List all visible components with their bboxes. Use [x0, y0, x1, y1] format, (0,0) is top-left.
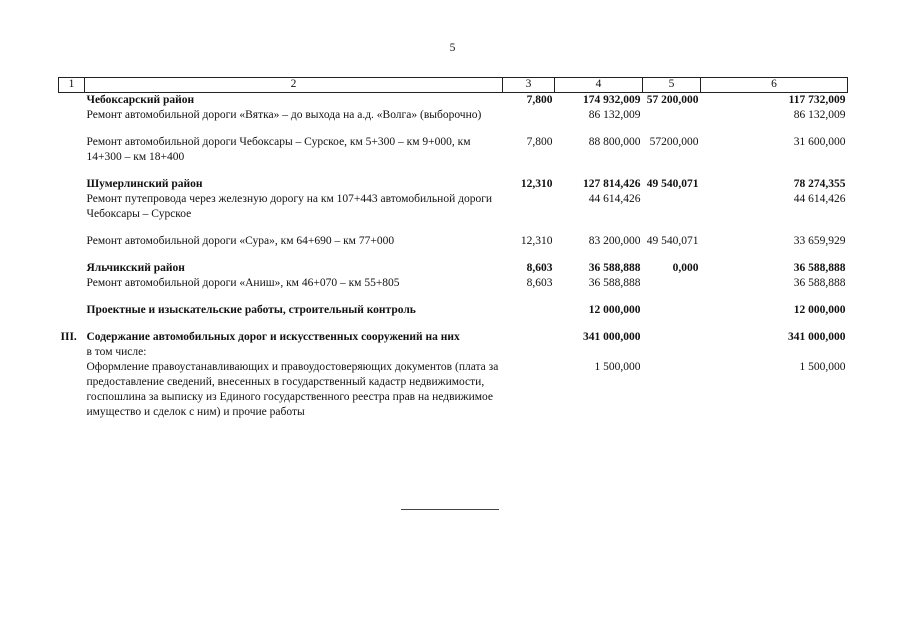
row-label: Ремонт автомобильной дороги «Аниш», км 46+070 – км 55+805: [86, 277, 400, 289]
cell-regional: 44 614,426: [793, 193, 846, 205]
table-header-row: [59, 78, 848, 93]
cell-total: 341 000,000: [583, 331, 641, 343]
header-col-3: 3: [503, 78, 555, 93]
cell-federal: 0,000: [672, 262, 699, 274]
cell-total: 12 000,000: [588, 304, 641, 316]
header-col-2: 2: [85, 78, 503, 93]
cell-federal: 49 540,071: [646, 235, 699, 247]
table-row-district: [59, 93, 848, 109]
row-label: Ремонт автомобильной дороги «Вятка» – до выхода на а.д. «Волга» (выборочно): [86, 109, 482, 121]
cell-federal: [643, 330, 701, 345]
row-label: Ремонт путепровода через железную дорогу на км 107+443 автомобильной дороги Чебоксары – Сурское: [86, 193, 493, 220]
cell-length: 12,310: [520, 178, 553, 190]
cell-regional: 31 600,000: [793, 136, 846, 148]
row-label: Проектные и изыскательские работы, строительный контроль: [86, 304, 416, 316]
footer-divider: [401, 509, 499, 510]
cell-total: 36 588,888: [588, 277, 641, 289]
cell-length: [503, 360, 555, 420]
cell-total: 86 132,009: [588, 109, 641, 121]
cell-federal: [643, 108, 701, 123]
table-row-district: [59, 177, 848, 192]
cell-federal: [643, 276, 701, 291]
cell-regional: 1 500,000: [799, 361, 846, 373]
row-label: Шумерлинский район: [86, 178, 203, 190]
row-label: Ремонт автомобильной дороги «Сура», км 64+690 – км 77+000: [86, 235, 395, 247]
table-row: [59, 192, 848, 222]
including-note: в том числе:: [86, 346, 147, 358]
cell-federal: 57 200,000: [646, 94, 699, 106]
cell-regional: 36 588,888: [793, 277, 846, 289]
cell-length: [503, 330, 555, 345]
table-row: [59, 234, 848, 249]
cell-federal: [643, 192, 701, 222]
cell-total: 83 200,000: [588, 235, 641, 247]
row-label: Чебоксарский район: [86, 94, 195, 106]
table-row-design-works: [59, 303, 848, 318]
cell-length: 8,603: [526, 262, 553, 274]
cell-length: 7,800: [526, 136, 553, 148]
cell-federal: 49 540,071: [646, 178, 699, 190]
cell-federal: [643, 303, 701, 318]
table-row: [59, 108, 848, 123]
section-number: III.: [60, 331, 77, 343]
header-col-6: 6: [701, 78, 848, 93]
header-col-5: 5: [643, 78, 701, 93]
cell-length: [503, 303, 555, 318]
table-row: [59, 276, 848, 291]
budget-table: [58, 77, 848, 420]
row-label: Оформление правоустанавливающих и правоудостоверяющих документов (плата за предоставление сведений, внесенных в государственный кадастр недвижимости, госпошлина за выписку из Единого государственного реестра прав на недвижимое имущество и сделок с ним) и прочие работы: [86, 361, 499, 418]
cell-length: [503, 108, 555, 123]
row-label: Ремонт автомобильной дороги Чебоксары – Сурское, км 5+300 – км 9+000, км 14+300 – км 18+400: [86, 136, 471, 163]
cell-regional: 117 732,009: [788, 94, 846, 106]
table-row: [59, 135, 848, 165]
row-label: Содержание автомобильных дорог и искусственных сооружений на них: [86, 331, 460, 343]
row-label: Яльчикский район: [86, 262, 185, 274]
cell-length: 12,310: [520, 235, 553, 247]
table-row: [59, 360, 848, 420]
cell-length: 8,603: [526, 277, 553, 289]
cell-federal: [643, 360, 701, 420]
cell-regional: 86 132,009: [793, 109, 846, 121]
cell-total: 88 800,000: [588, 136, 641, 148]
cell-total: 1 500,000: [594, 361, 641, 373]
table-row-district: [59, 261, 848, 276]
cell-regional: 33 659,929: [793, 235, 846, 247]
cell-total: 127 814,426: [583, 178, 641, 190]
cell-length: 7,800: [526, 94, 553, 106]
table-row-section: [59, 330, 848, 345]
cell-regional: 78 274,355: [793, 178, 846, 190]
cell-length: [503, 192, 555, 222]
cell-regional: 341 000,000: [788, 331, 846, 343]
cell-total: 36 588,888: [588, 262, 641, 274]
page-number: 5: [449, 42, 456, 54]
cell-total: 174 932,009: [583, 94, 641, 106]
cell-regional: 36 588,888: [793, 262, 846, 274]
header-col-1: 1: [59, 78, 85, 93]
cell-total: 44 614,426: [588, 193, 641, 205]
row-number: [59, 93, 85, 109]
cell-federal: 57200,000: [649, 136, 699, 148]
cell-regional: 12 000,000: [793, 304, 846, 316]
header-col-4: 4: [555, 78, 643, 93]
table-row-note: [59, 345, 848, 360]
